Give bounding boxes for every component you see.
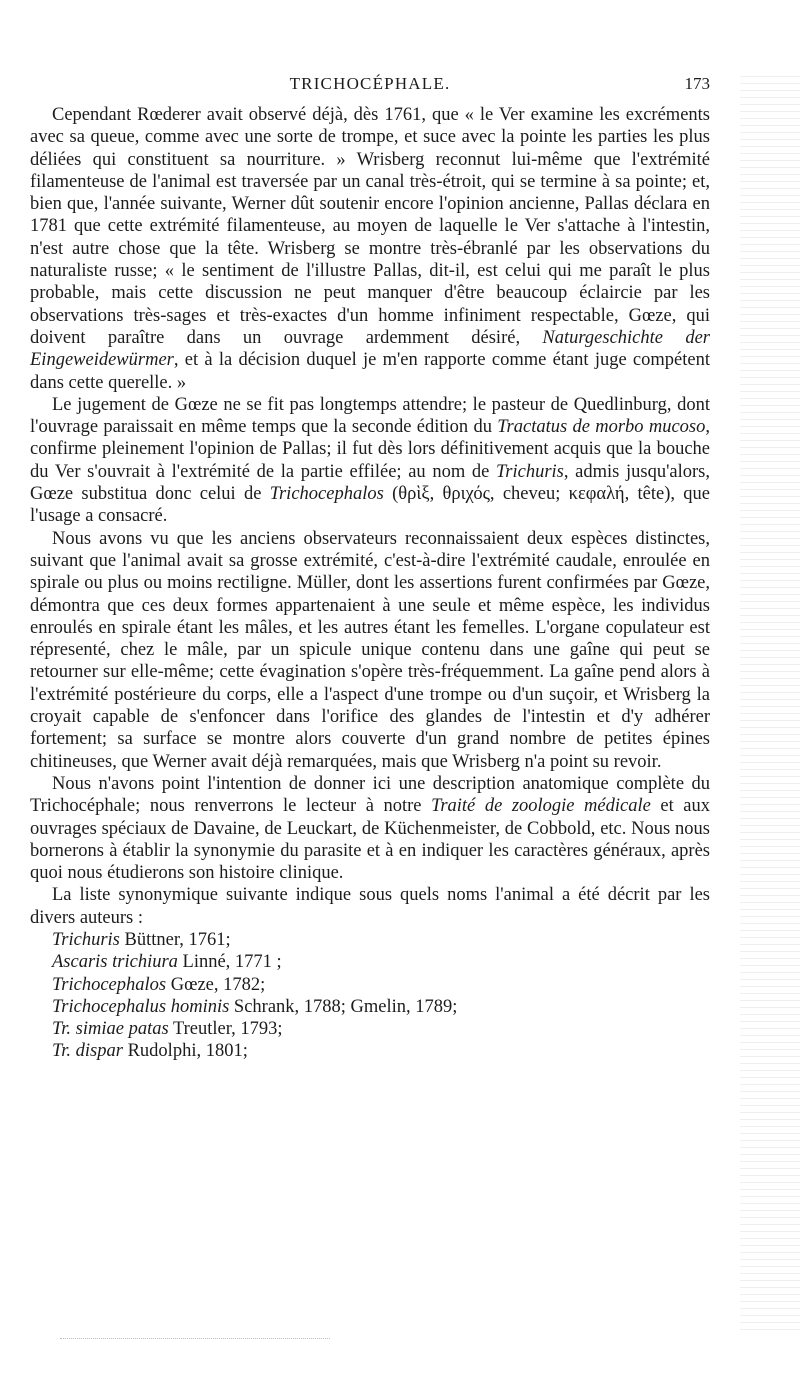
synonym-item	[30, 951, 710, 973]
text-run: Nous avons vu que les anciens observateurs reconnaissaient deux espèces distinctes, suivant que l'animal avait sa grosse extrémité, c'est-à-dire l'extrémité caudale, enroulée en spirale ou plus ou moins rectiligne. Müller, dont les assertions furent confirmées par Gœze, démontra que ces deux formes appartenaient à une seule et même espèce, les individus enroulés en spirale étant les mâles, et les autres étant les femelles. L'organe copulateur est répresenté, chez le mâle, par un spicule unique contenu dans une gaîne qui peut se retourner sur elle-même; cette évagination s'opère très-fréquemment. La gaîne pend alors à l'extrémité postérieure du corps, elle a l'aspect d'une trompe ou d'un suçoir, et Wrisberg la croyait capable de s'enfoncer dans l'orifice des glandes de l'intestin et d'y adhérer fortement; sa surface se montre alors couverte d'un grand nombre de petites épines chitineuses, que Werner avait déjà remarquées, mais que Wrisberg n'a point su revoir.	[30, 528, 710, 772]
species-author: Linné, 1771 ;	[177, 952, 282, 973]
page-number: 173	[684, 74, 710, 93]
text-run: (θρὶξ, θριχός, cheveu; κεφαλή, tête), que l'usage a consacré.	[30, 484, 710, 527]
species-name: Tr. dispar	[52, 1041, 123, 1062]
species-name: Trichocephalos	[52, 974, 167, 995]
italic-title: Naturgeschichte der Eingeweidewürmer	[30, 327, 710, 371]
synonym-item	[30, 1040, 710, 1062]
synonym-item	[30, 929, 710, 951]
species-author: Gœze, 1782;	[166, 974, 266, 995]
paragraph-4	[30, 773, 710, 884]
body-text	[30, 104, 710, 1063]
species-author: Büttner, 1761;	[119, 929, 231, 950]
text-run: La liste synonymique suivante indique sous quels noms l'animal a été décrit par les divers auteurs :	[30, 885, 710, 928]
paragraph-5	[30, 884, 710, 929]
page-header	[30, 74, 710, 98]
running-title: TRICHOCÉPHALE.	[289, 74, 451, 93]
text-run: Cependant Rœderer avait observé déjà, dès 1761, que « le Ver examine les excréments avec sa queue, comme avec une sorte de trompe, et suce avec la pointe les parties les plus déliées qui constituent sa nourriture. » Wrisberg reconnut lui-même que l'extrémité filamenteuse de l'animal est traversée par un canal très-étroit, qui se termine à sa pointe; et, bien que, l'année suivante, Werner dût soutenir encore l'opinion ancienne, Pallas déclara en 1781 que cette extrémité filamenteuse, au moyen de laquelle le Ver s'attache à l'intestin, n'est autre chose que la tête. Wrisberg se montre très-ébranlé par les observations du naturaliste russe; « le sentiment de l'illustre Pallas, dit-il, est celui qui me paraît le plus probable, mais cette discussion ne peut manquer d'être beaucoup éclaircie par les observations très-sages et très-exactes d'un homme infiniment respectable, Gœze, qui doivent paraître dans un ouvrage ardemment désiré,	[30, 105, 710, 348]
text-run: , et à la décision duquel je m'en rapporte comme étant juge compétent dans cette querelle. »	[30, 350, 710, 393]
paragraph-1	[30, 104, 710, 394]
text-run: , admis jusqu'alors, Gœze substitua donc celui de	[30, 461, 710, 505]
italic-title: Traité de zoologie médicale	[431, 796, 651, 817]
species-name: Ascaris trichiura	[52, 952, 178, 973]
text-run: Le jugement de Gœze ne se fit pas longtemps attendre; le pasteur de Quedlinburg, dont l'ouvrage paraissait en même temps que la seconde édition du	[30, 394, 710, 438]
species-author: Schrank, 1788; Gmelin, 1789;	[229, 996, 458, 1017]
italic-title: Tractatus de morbo mucoso	[497, 417, 706, 438]
species-name: Trichuris	[52, 929, 120, 950]
text-run: , confirme pleinement l'opinion de Pallas; il fut dès lors définitivement acquis que la bouche du Ver s'ouvrait à l'extrémité de la partie effilée; au nom de	[30, 417, 710, 482]
text-run: et aux ouvrages spéciaux de Davaine, de Leuckart, de Küchenmeister, de Cobbold, etc. Nous nous bornerons à établir la synonymie du parasite et à en indiquer les caractères généraux, après quoi nous étudierons son histoire clinique.	[30, 796, 710, 884]
text-run: Nous n'avons point l'intention de donner ici une description anatomique complète du Trichocéphale; nous renverrons le lecteur à notre	[30, 773, 710, 817]
paragraph-2	[30, 394, 710, 528]
synonym-item	[30, 974, 710, 996]
footer-rule	[60, 1338, 330, 1339]
species-name: Trichocephalus hominis	[52, 996, 230, 1017]
synonym-item	[30, 996, 710, 1018]
species-author: Treutler, 1793;	[168, 1019, 283, 1040]
italic-term: Trichocephalos	[269, 484, 384, 505]
italic-term: Trichuris	[496, 461, 564, 482]
synonym-list	[30, 929, 710, 1063]
paragraph-3	[30, 528, 710, 773]
species-name: Tr. simiae patas	[52, 1019, 169, 1040]
species-author: Rudolphi, 1801;	[122, 1041, 248, 1062]
synonym-item	[30, 1018, 710, 1040]
scan-edge-noise	[740, 70, 800, 1330]
